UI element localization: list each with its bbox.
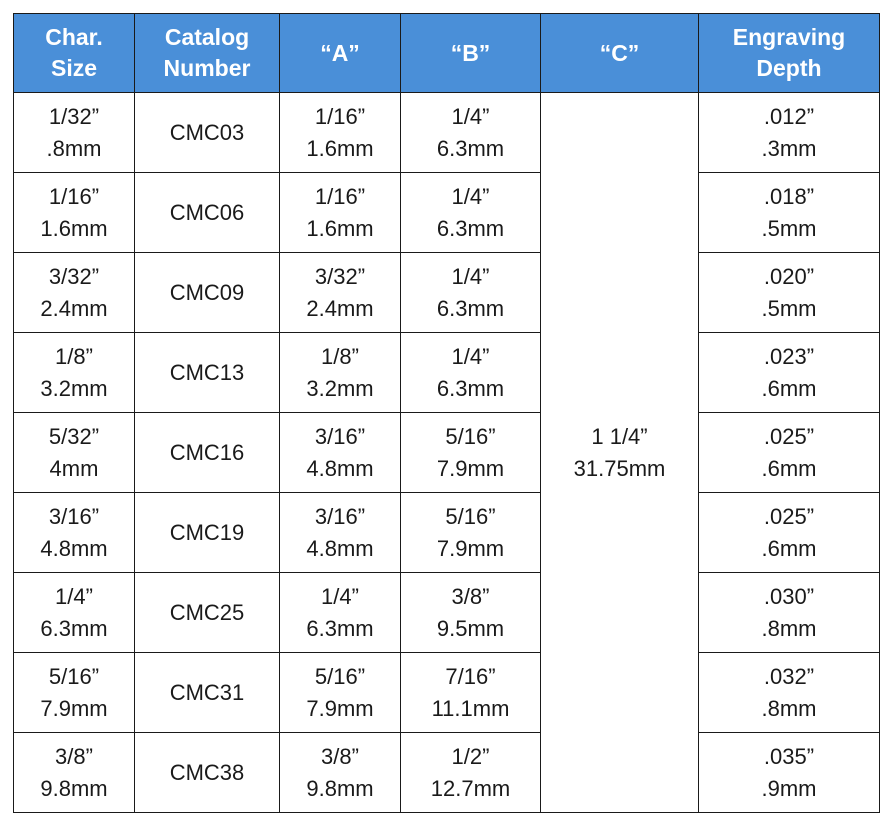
table-row bbox=[14, 253, 880, 333]
char-size-cell bbox=[14, 253, 135, 333]
catalog-number-cell: CMC31 bbox=[135, 653, 280, 733]
table-row bbox=[14, 93, 880, 173]
engraving-depth-line: .9mm bbox=[761, 775, 817, 801]
engraving-depth-cell bbox=[699, 253, 880, 333]
engraving-depth-line: .5mm bbox=[761, 215, 817, 241]
b-line: 1/4” bbox=[451, 183, 490, 209]
a-cell bbox=[280, 93, 401, 173]
engraving-depth-cell bbox=[699, 653, 880, 733]
b-cell bbox=[401, 333, 541, 413]
char-size-line: 9.8mm bbox=[40, 775, 108, 801]
b-line: 7.9mm bbox=[436, 535, 505, 561]
char-size-line: 2.4mm bbox=[40, 295, 108, 321]
a-line: 1.6mm bbox=[306, 215, 374, 241]
engraving-depth-line: .5mm bbox=[761, 295, 817, 321]
char-size-line: 3/8” bbox=[55, 743, 93, 769]
table-row bbox=[14, 493, 880, 573]
b-cell bbox=[401, 573, 541, 653]
a-line: 1/16” bbox=[314, 103, 366, 129]
b-line: 1/4” bbox=[451, 103, 490, 129]
a-cell bbox=[280, 493, 401, 573]
engraving-depth-cell bbox=[699, 333, 880, 413]
header-engraving-depth-line: Engraving bbox=[732, 24, 846, 50]
header-c: “C” bbox=[541, 14, 699, 93]
table-row bbox=[14, 173, 880, 253]
char-size-line: 7.9mm bbox=[40, 695, 108, 721]
char-size-cell bbox=[14, 93, 135, 173]
engraving-depth-cell bbox=[699, 413, 880, 493]
header-catalog-number-line: Number bbox=[163, 55, 251, 81]
a-line: 4.8mm bbox=[306, 535, 374, 561]
header-row bbox=[14, 14, 880, 93]
char-size-line: 6.3mm bbox=[40, 615, 108, 641]
a-line: 6.3mm bbox=[306, 615, 374, 641]
catalog-number-cell: CMC38 bbox=[135, 733, 280, 813]
char-size-cell bbox=[14, 173, 135, 253]
header-a: “A” bbox=[280, 14, 401, 93]
header-char-size-line: Size bbox=[50, 55, 98, 81]
spec-table bbox=[13, 13, 880, 813]
catalog-number-cell: CMC25 bbox=[135, 573, 280, 653]
b-cell bbox=[401, 413, 541, 493]
catalog-number-cell: CMC16 bbox=[135, 413, 280, 493]
b-cell bbox=[401, 733, 541, 813]
table-row bbox=[14, 733, 880, 813]
engraving-depth-line: .025” bbox=[763, 423, 815, 449]
header-b: “B” bbox=[401, 14, 541, 93]
char-size-cell bbox=[14, 333, 135, 413]
header-char-size bbox=[14, 14, 135, 93]
catalog-number-cell: CMC06 bbox=[135, 173, 280, 253]
engraving-depth-line: .8mm bbox=[761, 615, 817, 641]
b-line: 5/16” bbox=[445, 423, 496, 449]
b-line: 1/4” bbox=[451, 263, 490, 289]
engraving-depth-line: .030” bbox=[763, 583, 815, 609]
c-line: 1 1/4” bbox=[591, 423, 648, 449]
char-size-line: 3.2mm bbox=[40, 375, 108, 401]
a-line: 7.9mm bbox=[306, 695, 374, 721]
b-line: 11.1mm bbox=[431, 695, 510, 721]
engraving-depth-line: .018” bbox=[763, 183, 815, 209]
char-size-cell bbox=[14, 493, 135, 573]
b-line: 6.3mm bbox=[436, 215, 505, 241]
header-engraving-depth bbox=[699, 14, 880, 93]
engraving-depth-line: .025” bbox=[763, 503, 815, 529]
engraving-depth-cell bbox=[699, 573, 880, 653]
b-line: 3/8” bbox=[451, 583, 490, 609]
b-line: 1/4” bbox=[451, 343, 490, 369]
a-line: 1/4” bbox=[321, 583, 359, 609]
catalog-number-cell: CMC13 bbox=[135, 333, 280, 413]
a-line: 3/16” bbox=[314, 423, 366, 449]
engraving-depth-line: .023” bbox=[763, 343, 815, 369]
a-line: 3/32” bbox=[314, 263, 366, 289]
engraving-depth-line: .6mm bbox=[761, 455, 817, 481]
b-line: 6.3mm bbox=[436, 375, 505, 401]
a-line: 1.6mm bbox=[306, 135, 374, 161]
b-line: 6.3mm bbox=[436, 295, 505, 321]
catalog-number-cell: CMC03 bbox=[135, 93, 280, 173]
char-size-line: 1/32” bbox=[48, 103, 100, 129]
char-size-line: 1/8” bbox=[55, 343, 93, 369]
table-row bbox=[14, 653, 880, 733]
table-row bbox=[14, 413, 880, 493]
char-size-cell bbox=[14, 733, 135, 813]
catalog-number-cell: CMC09 bbox=[135, 253, 280, 333]
header-catalog-number-line: Catalog bbox=[164, 24, 250, 50]
a-line: 2.4mm bbox=[306, 295, 374, 321]
header-engraving-depth-line: Depth bbox=[756, 55, 822, 81]
b-cell bbox=[401, 653, 541, 733]
engraving-depth-cell bbox=[699, 173, 880, 253]
char-size-line: 1/4” bbox=[55, 583, 93, 609]
a-cell bbox=[280, 333, 401, 413]
char-size-line: 5/16” bbox=[48, 663, 100, 689]
char-size-line: 5/32” bbox=[48, 423, 100, 449]
b-cell bbox=[401, 493, 541, 573]
b-line: 1/2” bbox=[451, 743, 490, 769]
c-line: 31.75mm bbox=[573, 455, 666, 481]
char-size-line: 3/32” bbox=[48, 263, 100, 289]
b-line: 12.7mm bbox=[430, 775, 511, 801]
engraving-depth-line: .032” bbox=[763, 663, 815, 689]
char-size-line: .8mm bbox=[46, 135, 102, 161]
header-catalog-number bbox=[135, 14, 280, 93]
b-line: 5/16” bbox=[445, 503, 496, 529]
engraving-depth-cell bbox=[699, 733, 880, 813]
a-line: 4.8mm bbox=[306, 455, 374, 481]
engraving-depth-line: .6mm bbox=[761, 375, 817, 401]
a-cell bbox=[280, 653, 401, 733]
char-size-line: 1/16” bbox=[48, 183, 100, 209]
a-cell bbox=[280, 573, 401, 653]
engraving-depth-line: .6mm bbox=[761, 535, 817, 561]
a-line: 5/16” bbox=[314, 663, 366, 689]
char-size-line: 4.8mm bbox=[40, 535, 108, 561]
catalog-number-cell: CMC19 bbox=[135, 493, 280, 573]
engraving-depth-cell bbox=[699, 93, 880, 173]
table-row bbox=[14, 333, 880, 413]
header-char-size-line: Char. bbox=[45, 24, 103, 50]
b-line: 7/16” bbox=[445, 663, 496, 689]
table-row bbox=[14, 573, 880, 653]
char-size-cell bbox=[14, 573, 135, 653]
a-line: 3/8” bbox=[321, 743, 359, 769]
engraving-depth-line: .035” bbox=[763, 743, 815, 769]
engraving-depth-line: .012” bbox=[763, 103, 815, 129]
b-cell bbox=[401, 173, 541, 253]
a-cell bbox=[280, 413, 401, 493]
a-line: 1/8” bbox=[321, 343, 359, 369]
engraving-depth-line: .3mm bbox=[761, 135, 817, 161]
engraving-depth-line: .8mm bbox=[761, 695, 817, 721]
a-line: 9.8mm bbox=[306, 775, 374, 801]
b-line: 7.9mm bbox=[436, 455, 505, 481]
a-line: 3.2mm bbox=[306, 375, 374, 401]
a-cell bbox=[280, 253, 401, 333]
char-size-cell bbox=[14, 653, 135, 733]
a-cell bbox=[280, 733, 401, 813]
a-cell bbox=[280, 173, 401, 253]
engraving-depth-cell bbox=[699, 493, 880, 573]
char-size-line: 4mm bbox=[49, 455, 99, 481]
char-size-line: 1.6mm bbox=[40, 215, 108, 241]
engraving-depth-line: .020” bbox=[763, 263, 815, 289]
b-line: 9.5mm bbox=[436, 615, 505, 641]
a-line: 3/16” bbox=[314, 503, 366, 529]
b-cell bbox=[401, 93, 541, 173]
c-cell bbox=[541, 93, 699, 813]
a-line: 1/16” bbox=[314, 183, 366, 209]
char-size-line: 3/16” bbox=[48, 503, 100, 529]
char-size-cell bbox=[14, 413, 135, 493]
b-cell bbox=[401, 253, 541, 333]
b-line: 6.3mm bbox=[436, 135, 505, 161]
